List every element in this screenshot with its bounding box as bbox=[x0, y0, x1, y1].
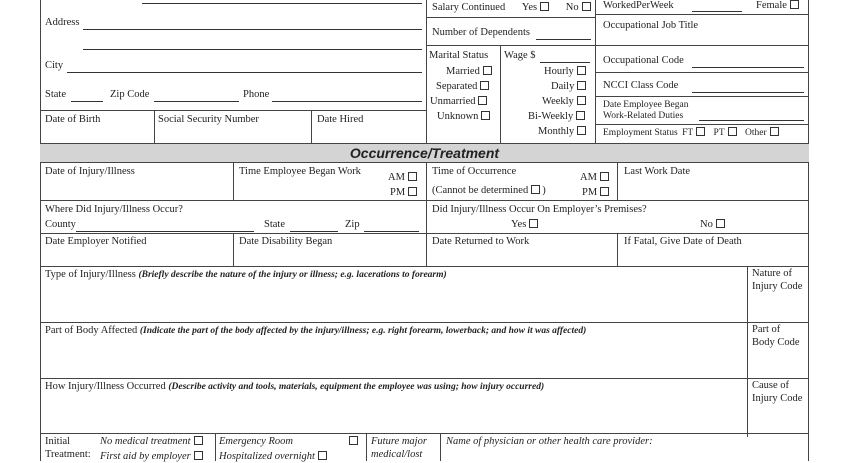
date-notified-label: Date Employer Notified bbox=[45, 236, 147, 247]
cannot-determine-checkbox[interactable] bbox=[531, 185, 540, 194]
nature-code-label-2: Injury Code bbox=[752, 281, 803, 292]
time-occurrence-label: Time of Occurrence bbox=[432, 166, 517, 177]
city-label: City bbox=[45, 60, 64, 71]
date-hired-label: Date Hired bbox=[317, 114, 364, 125]
premises-no-checkbox[interactable] bbox=[716, 219, 725, 228]
future-major-label-1: Future major bbox=[371, 436, 427, 447]
weekly-checkbox[interactable] bbox=[577, 96, 586, 105]
premises-no-option[interactable]: No bbox=[700, 219, 725, 231]
ncci-line[interactable] bbox=[692, 92, 804, 93]
ft-checkbox[interactable] bbox=[696, 127, 705, 136]
part-code-label-2: Body Code bbox=[752, 337, 800, 348]
employment-status: Employment Status FT PT Other bbox=[603, 127, 779, 139]
female-option[interactable]: Female bbox=[756, 0, 799, 12]
county-label: County bbox=[45, 219, 76, 230]
last-work-date-label: Last Work Date bbox=[624, 166, 691, 177]
no-medical-option[interactable]: No medical treatment bbox=[100, 436, 203, 448]
monthly-option[interactable]: Monthly bbox=[538, 126, 586, 138]
worked-per-week-line[interactable] bbox=[692, 11, 742, 12]
date-disability-label: Date Disability Began bbox=[239, 236, 333, 247]
married-option[interactable]: Married bbox=[446, 66, 492, 78]
initial-label-2: Treatment: bbox=[45, 449, 91, 460]
separated-checkbox[interactable] bbox=[480, 81, 489, 90]
premises-yes-option[interactable]: Yes bbox=[511, 219, 538, 231]
ncci-label: NCCI Class Code bbox=[603, 80, 679, 91]
zip-line[interactable] bbox=[154, 101, 239, 102]
salary-continued: Salary Continued Yes No bbox=[432, 2, 591, 14]
phone-label: Phone bbox=[243, 89, 270, 100]
physician-label: Name of physician or other health care provider: bbox=[446, 436, 653, 447]
where-zip-line[interactable] bbox=[364, 231, 419, 232]
premises-yes-checkbox[interactable] bbox=[529, 219, 538, 228]
date-began-line[interactable] bbox=[699, 120, 804, 121]
occupational-title-label: Occupational Job Title bbox=[603, 20, 699, 31]
emergency-room-checkbox[interactable] bbox=[349, 436, 358, 445]
work-duties-label: Work-Related Duties bbox=[603, 111, 684, 121]
dependents-line[interactable] bbox=[536, 39, 591, 40]
where-state-label: State bbox=[264, 219, 285, 230]
occ-pm-checkbox[interactable] bbox=[600, 187, 609, 196]
began-am-checkbox[interactable] bbox=[408, 172, 417, 181]
first-aid-checkbox[interactable] bbox=[194, 451, 203, 460]
state-line[interactable] bbox=[71, 101, 103, 102]
hourly-option[interactable]: Hourly bbox=[544, 66, 586, 78]
monthly-checkbox[interactable] bbox=[577, 126, 586, 135]
state-label: State bbox=[45, 89, 66, 100]
emergency-room-option[interactable]: Emergency Room bbox=[219, 436, 358, 448]
part-code-label-1: Part of bbox=[752, 324, 781, 335]
where-state-line[interactable] bbox=[290, 231, 338, 232]
wage-label: Wage $ bbox=[504, 50, 536, 61]
salary-yes-checkbox[interactable] bbox=[540, 2, 549, 11]
dob-row-top bbox=[40, 110, 426, 111]
began-pm-checkbox[interactable] bbox=[408, 187, 417, 196]
ssn-label: Social Security Number bbox=[158, 114, 259, 125]
if-fatal-label: If Fatal, Give Date of Death bbox=[624, 236, 742, 247]
unknown-checkbox[interactable] bbox=[481, 111, 490, 120]
where-occur-label: Where Did Injury/Illness Occur? bbox=[45, 204, 183, 215]
zip-label: Zip Code bbox=[110, 89, 150, 100]
on-premises-label: Did Injury/Illness Occur On Employer’s Premises? bbox=[432, 204, 647, 215]
biweekly-checkbox[interactable] bbox=[576, 111, 585, 120]
unknown-option[interactable]: Unknown bbox=[437, 111, 490, 123]
date-began-label: Date Employee Began bbox=[603, 100, 689, 110]
hospitalized-checkbox[interactable] bbox=[318, 451, 327, 460]
worked-per-week-label: WorkedPerWeek bbox=[603, 0, 674, 11]
type-injury-label: Type of Injury/Illness (Briefly describe the nature of the injury or illness; e.g. lacerations to forearm) bbox=[45, 269, 447, 280]
dependents-label: Number of Dependents bbox=[432, 27, 530, 38]
date-returned-label: Date Returned to Work bbox=[432, 236, 530, 247]
wage-line[interactable] bbox=[540, 62, 590, 63]
phone-line[interactable] bbox=[272, 101, 422, 102]
section-band bbox=[40, 143, 809, 163]
cause-code-label-1: Cause of bbox=[752, 380, 790, 391]
occupational-code-label: Occupational Code bbox=[603, 55, 684, 66]
occ-am-checkbox[interactable] bbox=[600, 172, 609, 181]
address-line-2[interactable] bbox=[83, 49, 422, 50]
dob-label: Date of Birth bbox=[45, 114, 101, 125]
daily-option[interactable]: Daily bbox=[551, 81, 586, 93]
began-pm-option[interactable]: PM bbox=[390, 187, 417, 199]
date-injury-label: Date of Injury/Illness bbox=[45, 166, 135, 177]
weekly-option[interactable]: Weekly bbox=[542, 96, 586, 108]
section-title: Occurrence/Treatment bbox=[349, 145, 500, 161]
nature-code-label-1: Nature of bbox=[752, 268, 792, 279]
county-line[interactable] bbox=[76, 231, 254, 232]
hospitalized-option[interactable]: Hospitalized overnight bbox=[219, 451, 327, 463]
address-line-1[interactable] bbox=[83, 29, 422, 30]
middle-col-left bbox=[426, 0, 427, 143]
other-checkbox[interactable] bbox=[770, 127, 779, 136]
name-line[interactable] bbox=[142, 3, 422, 4]
unmarried-checkbox[interactable] bbox=[478, 96, 487, 105]
initial-label-1: Initial bbox=[45, 436, 71, 447]
biweekly-option[interactable]: Bi-Weekly bbox=[528, 111, 585, 123]
marital-status-label: Marital Status bbox=[429, 50, 489, 61]
cause-code-label-2: Injury Code bbox=[752, 393, 803, 404]
how-occurred-label: How Injury/Illness Occurred (Describe activity and tools, materials, equipment the employee was using; how injury occurred) bbox=[45, 381, 545, 392]
unmarried-option[interactable]: Unmarried bbox=[430, 96, 487, 108]
future-major-label-2: medical/lost bbox=[371, 449, 423, 460]
pt-checkbox[interactable] bbox=[728, 127, 737, 136]
hourly-checkbox[interactable] bbox=[577, 66, 586, 75]
address-label: Address bbox=[45, 17, 80, 28]
time-began-label: Time Employee Began Work bbox=[239, 166, 361, 177]
occupational-code-line[interactable] bbox=[692, 67, 804, 68]
salary-no-checkbox[interactable] bbox=[582, 2, 591, 11]
separated-option[interactable]: Separated bbox=[436, 81, 489, 93]
daily-checkbox[interactable] bbox=[577, 81, 586, 90]
began-am-option[interactable]: AM bbox=[388, 172, 417, 184]
occ-am-option[interactable]: AM bbox=[580, 172, 609, 184]
city-line[interactable] bbox=[67, 72, 422, 73]
female-checkbox[interactable] bbox=[790, 0, 799, 9]
first-aid-option[interactable]: First aid by employer bbox=[100, 451, 203, 463]
where-zip-label: Zip bbox=[345, 219, 360, 230]
occ-pm-option[interactable]: PM bbox=[582, 187, 609, 199]
part-body-label: Part of Body Affected (Indicate the part of the body affected by the injury/illness; e.g. right forearm, lowerback; and how it was affected) bbox=[45, 325, 587, 336]
married-checkbox[interactable] bbox=[483, 66, 492, 75]
cannot-determine-option[interactable]: (Cannot be determined ) bbox=[432, 185, 546, 196]
no-medical-checkbox[interactable] bbox=[194, 436, 203, 445]
